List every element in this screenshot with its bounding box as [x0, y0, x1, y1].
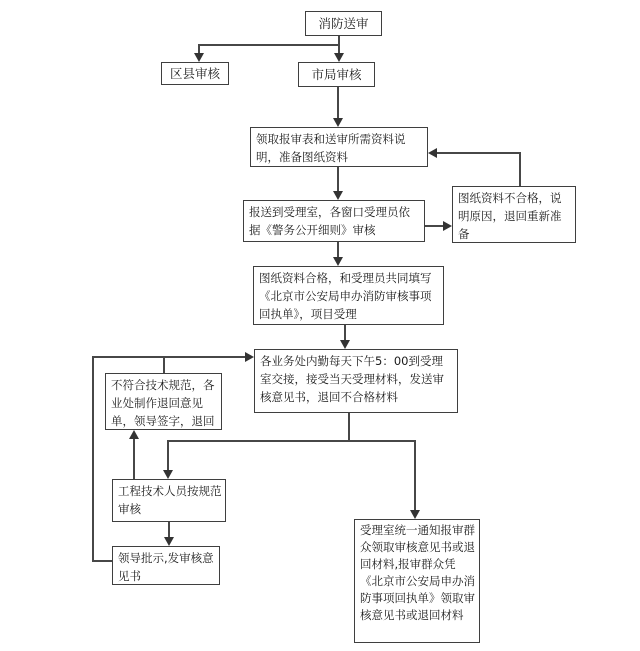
- node-leader-approval: [112, 546, 220, 585]
- node-label: 图纸资料合格，和受理员共同填写《北京市公安局申办消防审核事项回执单》，项目受理: [259, 271, 432, 321]
- node-nonconforming-return-sheet: [105, 373, 222, 430]
- connector-nonconform-to-rail: [163, 356, 165, 373]
- arrowhead-into-city: [334, 53, 344, 62]
- connector-engineer-to-leader: [168, 522, 170, 537]
- connector-to-engineer: [167, 440, 169, 470]
- node-drawings-unqualified: [452, 186, 576, 243]
- connector-leader-to-rail: [92, 560, 112, 562]
- arrowhead-into-notify: [410, 510, 420, 519]
- connector-qualified-to-clerk: [344, 325, 346, 340]
- node-label: 领导批示,发审核意见书: [118, 551, 214, 583]
- node-label: 消防送审: [318, 15, 369, 31]
- connector-unqualified-up: [519, 152, 521, 186]
- arrowhead-into-unqualified: [443, 221, 452, 231]
- node-label: 工程技术人员按规范审核: [118, 484, 222, 516]
- node-business-office-clerk-handover: [254, 349, 458, 413]
- connector-to-notify: [414, 440, 416, 510]
- arrowhead-into-leader: [164, 537, 174, 546]
- connector-unqualified-left: [437, 152, 521, 154]
- connector-submit-to-unqualified: [425, 225, 443, 227]
- arrowhead-into-submit: [333, 191, 343, 200]
- node-label: 区县审核: [169, 65, 220, 81]
- arrowhead-into-clerk: [340, 340, 350, 349]
- node-city-bureau-review: [298, 62, 375, 87]
- node-notify-applicants: [354, 519, 480, 643]
- arrowhead-into-nonconform: [129, 430, 139, 439]
- node-label: 各业务处内勤每天下午5：00到受理室交接，接受当天受理材料，发送审核意见书，退回不合格材料: [260, 354, 444, 404]
- node-district-review: [161, 62, 229, 85]
- connector-branch-horizontal: [198, 44, 340, 46]
- node-label: 领取报审表和送审所需资料说明，准备图纸资料: [256, 132, 406, 164]
- arrowhead-into-qualified: [333, 257, 343, 266]
- connector-getform-to-submit: [337, 167, 339, 191]
- connector-submit-to-qualified: [337, 242, 339, 257]
- node-engineer-review: [112, 479, 226, 522]
- node-fire-review-start: [305, 11, 382, 36]
- connector-city-to-getform: [337, 87, 339, 118]
- node-label: 市局审核: [311, 66, 362, 82]
- node-drawings-qualified-receipt: [253, 266, 444, 325]
- arrowhead-back-into-getform: [428, 148, 437, 158]
- node-label: 受理室统一通知报审群众领取审核意见书或退回材料,报审群众凭《北京市公安局申办消防事项回执单》领取审核意见书或退回材料: [360, 523, 475, 622]
- connector-left-rail: [92, 356, 94, 562]
- node-get-application-form: [250, 127, 428, 167]
- node-label: 报送到受理室，各窗口受理员依据《警务公开细则》审核: [249, 205, 410, 237]
- connector-rail-to-clerk: [92, 356, 245, 358]
- arrowhead-into-clerk-left: [245, 352, 254, 362]
- connector-clerk-down: [348, 413, 350, 442]
- connector-engineer-to-nonconform: [133, 438, 135, 479]
- node-label: 图纸资料不合格，说明原因，退回重新准备: [458, 191, 562, 241]
- connector-split-horizontal: [167, 440, 416, 442]
- node-submit-to-acceptance-room: [243, 200, 425, 242]
- node-label: 不符合技术规范，各业处制作退回意见单，领导签字，退回: [111, 378, 215, 428]
- arrowhead-into-district: [194, 53, 204, 62]
- arrowhead-into-getform: [333, 118, 343, 127]
- arrowhead-into-engineer: [163, 470, 173, 479]
